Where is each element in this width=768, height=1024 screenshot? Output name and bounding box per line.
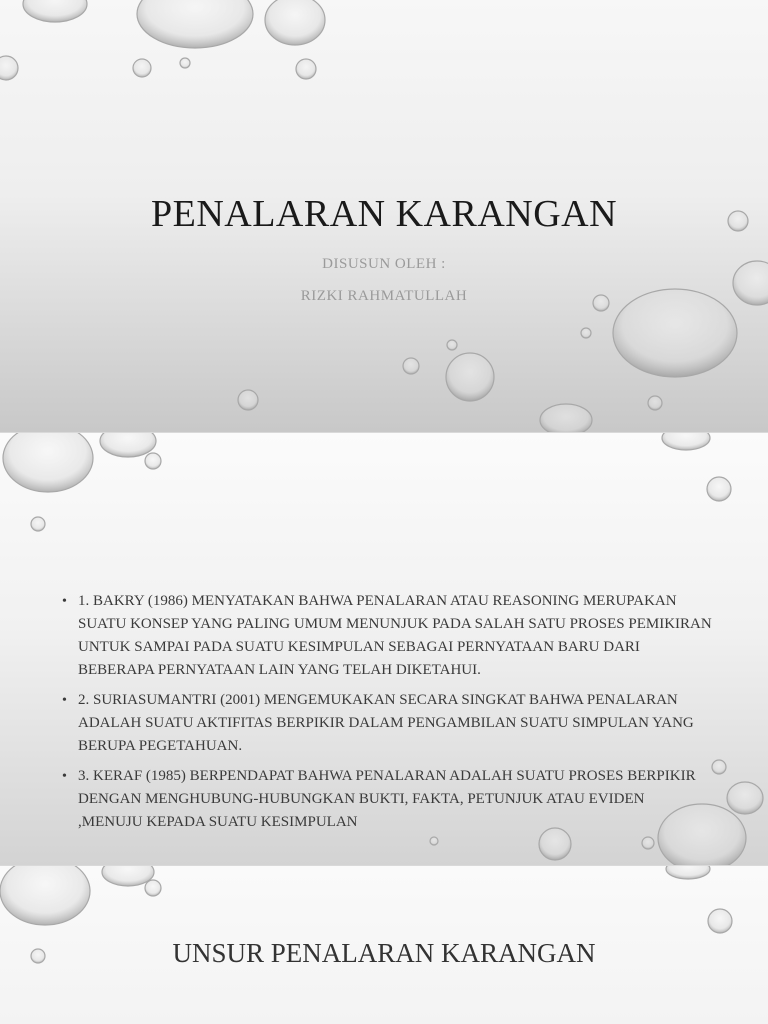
bullet-icon: •	[62, 594, 67, 609]
list-item-text: 1. BAKRY (1986) MENYATAKAN BAHWA PENALARAN ATAU REASONING MERUPAKAN SUATU KONSEP YANG PALING UMUM MENUNJUK PADA SALAH SATU PROSES PEMIKIRAN UNTUK SAMPAI PADA SUATU KESIMPULAN SEBAGAI PERNYATAAN BARU DARI BEBERAPA PERNYATAAN LAIN YANG TELAH DIKETAHUI.	[78, 593, 712, 678]
bullet-icon: •	[62, 769, 67, 784]
list-item-text: 3. KERAF (1985) BERPENDAPAT BAHWA PENALARAN ADALAH SUATU PROSES BERPIKIR DENGAN MENGHUBUNG-HUBUNGKAN BUKTI, FAKTA, PETUNJUK ATAU EVIDEN ,MENUJU KEPADA SUATU KESIMPULAN	[78, 768, 696, 830]
slide-title	[0, 0, 768, 432]
slide-elements	[0, 866, 768, 1024]
slide-elements-heading: UNSUR PENALARAN KARANGAN	[172, 938, 596, 968]
list-item-text: 2. SURIASUMANTRI (2001) MENGEMUKAKAN SECARA SINGKAT BAHWA PENALARAN ADALAH SUATU AKTIFITAS BERPIKIR DALAM PENGAMBILAN SUATU SIMPULAN YANG BERUPA PEGETAHUAN.	[78, 692, 694, 754]
subtitle-author-name: RIZKI RAHMATULLAH	[300, 288, 468, 304]
list-item	[62, 590, 712, 682]
subtitle-author-label: DISUSUN OLEH :	[322, 256, 446, 272]
list-item	[62, 765, 712, 834]
bullet-icon: •	[62, 693, 67, 708]
definition-list	[62, 590, 712, 841]
list-item	[62, 689, 712, 758]
slide-title-heading: PENALARAN KARANGAN	[150, 193, 618, 235]
